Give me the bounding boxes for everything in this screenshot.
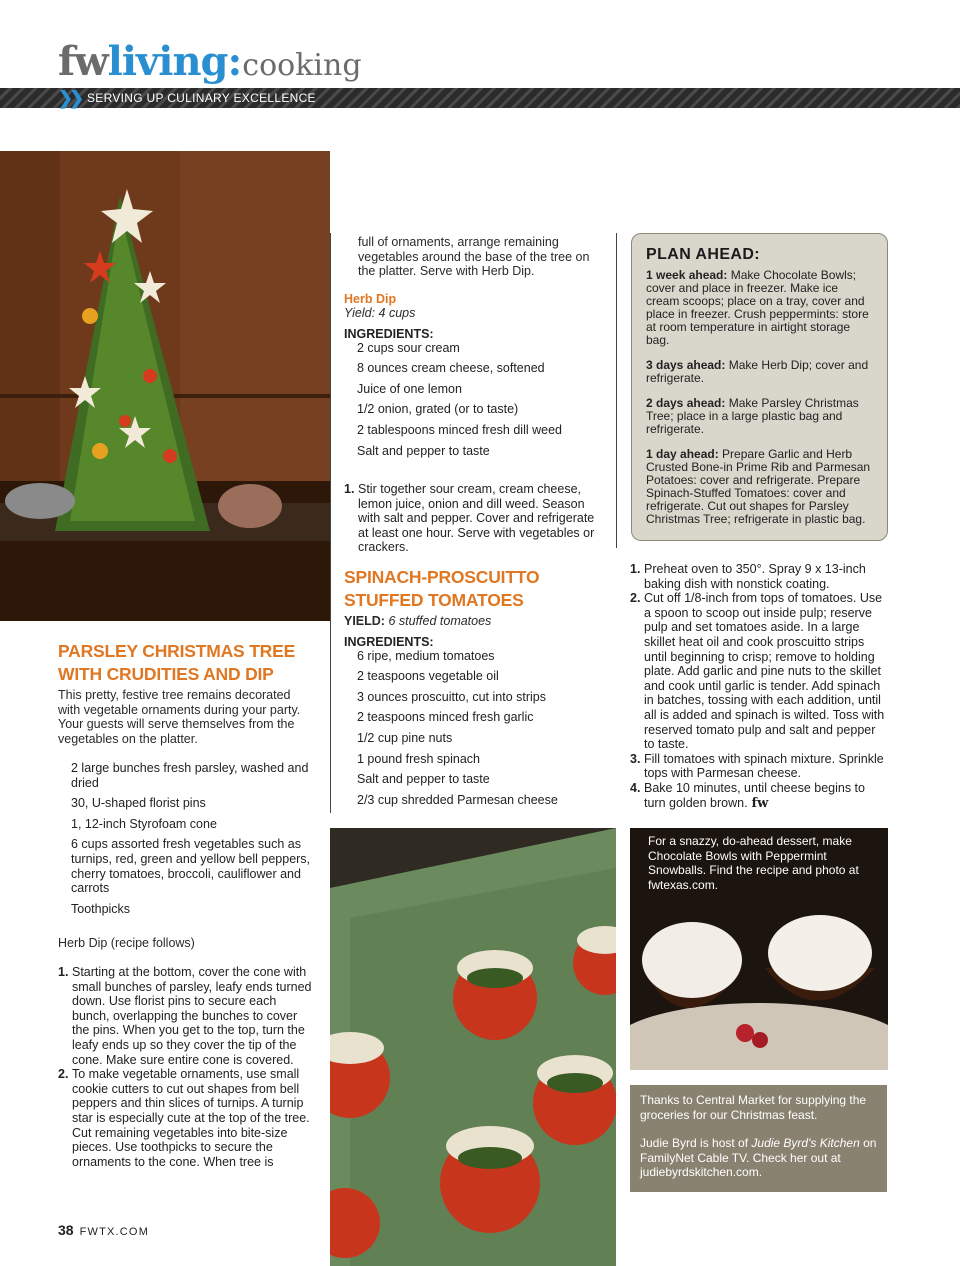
parsley-ingredients bbox=[71, 761, 319, 922]
spinach-steps bbox=[630, 562, 885, 811]
herb-dip-ingredients bbox=[357, 341, 606, 459]
list-item: 2 teaspoons vegetable oil bbox=[357, 669, 499, 684]
step-number: 1. bbox=[344, 482, 355, 496]
page-number: 38 bbox=[58, 1222, 74, 1238]
parsley-title-line1: PARSLEY CHRISTMAS TREE bbox=[58, 641, 296, 661]
step-text: Fill tomatoes with spinach mixture. Sprinkle tops with Parmesan cheese. bbox=[644, 751, 884, 781]
herb-dip-note: Herb Dip (recipe follows) bbox=[58, 936, 195, 950]
herb-dip-yield: Yield: 4 cups bbox=[344, 306, 416, 320]
parsley-intro: This pretty, festive tree remains decorated with vegetable ornaments during your party. Your guests will serve themselves from the vegetables on the platter. bbox=[58, 688, 301, 746]
plan-item bbox=[646, 448, 873, 526]
list-item bbox=[630, 781, 885, 811]
list-item: 2 large bunches fresh parsley, washed and dried bbox=[71, 761, 309, 790]
parsley-steps bbox=[58, 965, 313, 1169]
dessert-caption: For a snazzy, do-ahead dessert, make Chocolate Bowls with Peppermint Snowballs. Find the recipe and photo at fwtexas.com. bbox=[648, 834, 859, 892]
spinach-recipe-title bbox=[344, 566, 606, 612]
site-url: FWTX.COM bbox=[79, 1226, 150, 1238]
list-item: 1/2 onion, grated (or to taste) bbox=[357, 402, 519, 417]
step-text: Cut off 1/8-inch from tops of tomatoes. Use a spoon to scoop out inside pulp; reserve pulp and set tomatoes aside. In a large skillet heat oil and cook proscuitto strips until beginning to crisp; remove to holding plate. Add garlic and pine nuts to the skillet and cook until garlic is tender. Add spinach in batches, tossing with each addition, until all is added and spinach is wilted. Toss with reserved tomato pulp and salt and pepper to taste. bbox=[644, 591, 885, 752]
parsley-recipe-title bbox=[58, 640, 323, 686]
list-item: 8 ounces cream cheese, softened bbox=[357, 361, 545, 376]
list-item: 2 cups sour cream bbox=[357, 340, 460, 355]
list-item: Toothpicks bbox=[71, 901, 131, 916]
herb-dip-ingredients-label: INGREDIENTS: bbox=[344, 326, 434, 341]
brand-colon: : bbox=[227, 38, 243, 85]
plan-item bbox=[646, 269, 873, 347]
list-item bbox=[58, 965, 313, 1067]
masthead-logo bbox=[58, 38, 362, 88]
list-item: Salt and pepper to taste bbox=[357, 443, 490, 458]
list-item bbox=[630, 562, 885, 591]
end-mark: fw bbox=[751, 795, 769, 811]
spinach-ingredients bbox=[357, 649, 606, 808]
plan-item-label: 2 days ahead: bbox=[646, 396, 726, 410]
step-number: 2. bbox=[58, 1067, 69, 1082]
plan-item-label: 1 week ahead: bbox=[646, 268, 728, 282]
credits-bio bbox=[640, 1136, 877, 1180]
step-number: 1. bbox=[630, 562, 641, 576]
parsley-tree-illustration bbox=[0, 151, 330, 621]
herb-dip-title: Herb Dip bbox=[344, 292, 397, 306]
yield-value: 6 stuffed tomatoes bbox=[388, 614, 492, 628]
herb-dip-recipe bbox=[344, 292, 606, 464]
section-tagline: SERVING UP CULINARY EXCELLENCE bbox=[87, 91, 316, 105]
list-item: 6 cups assorted fresh vegetables such as turnips, red, green and yellow bell peppers, cherry tomatoes, broccoli, cauliflower and carrots bbox=[71, 837, 311, 896]
spinach-title-line2: STUFFED TOMATOES bbox=[344, 590, 524, 610]
parsley-title-line2: WITH CRUDITIES AND DIP bbox=[58, 664, 274, 684]
brand-living: living bbox=[107, 38, 228, 85]
brand-fw: fw bbox=[58, 38, 108, 85]
plan-item bbox=[646, 397, 873, 436]
section-band bbox=[0, 88, 960, 108]
list-item bbox=[58, 1067, 313, 1169]
step-number: 4. bbox=[630, 780, 641, 795]
plan-item bbox=[646, 359, 873, 385]
column-divider bbox=[616, 233, 617, 548]
list-item: 2/3 cup shredded Parmesan cheese bbox=[357, 792, 558, 807]
list-item: 1/2 cup pine nuts bbox=[357, 730, 453, 745]
plan-item-label: 3 days ahead: bbox=[646, 358, 726, 372]
list-item: 2 teaspoons minced fresh garlic bbox=[357, 710, 534, 725]
plan-item-text: Prepare Garlic and Herb Crusted Bone-in Prime Rib and Parmesan Potatoes: cover and refrigerate. Prepare Spinach-Stuffed Tomatoes: cover and refrigerate. Cut out shapes for Parsley Christmas Tree; refrigerate in plastic bag. bbox=[646, 447, 871, 526]
column-divider bbox=[330, 233, 331, 813]
plan-item-text: Make Chocolate Bowls; cover and place in freezer. Make ice cream scoops; place on a tray, cover and place in freezer. Crush peppermints: store at room temperature in airtight storage bag. bbox=[646, 268, 869, 347]
plan-ahead-title: PLAN AHEAD: bbox=[646, 246, 761, 263]
plan-item-label: 1 day ahead: bbox=[646, 447, 719, 461]
parsley-continuation: full of ornaments, arrange remaining vegetables around the base of the tree on the platter. Serve with Herb Dip. bbox=[358, 235, 590, 279]
plan-item-text: Make Parsley Christmas Tree; place in a large plastic bag and refrigerate. bbox=[646, 396, 859, 436]
dessert-photo bbox=[630, 828, 888, 1070]
list-item: 1 pound fresh spinach bbox=[357, 751, 481, 766]
list-item bbox=[630, 591, 885, 752]
herb-dip-steps bbox=[344, 482, 599, 555]
brand-section: cooking bbox=[242, 48, 362, 83]
spinach-ingredients-block bbox=[344, 614, 606, 813]
step-text: Stir together sour cream, cream cheese, lemon juice, onion and dill weed. Season with salt and pepper. Cover and refrigerate at least one hour. Serve with vegetables or crackers. bbox=[358, 482, 595, 555]
credits-box bbox=[630, 1085, 887, 1192]
show-title: Judie Byrd's Kitchen bbox=[751, 1136, 860, 1150]
bio-text: Judie Byrd is host of bbox=[640, 1136, 752, 1150]
bio-text: on FamilyNet Cable TV. Check her out at judiebyrdskitchen.com. bbox=[640, 1136, 877, 1179]
stuffed-tomatoes-illustration bbox=[330, 828, 616, 1266]
step-number: 2. bbox=[630, 591, 641, 606]
spinach-title-line1: SPINACH-PROSCUITTO bbox=[344, 567, 540, 587]
page-footer bbox=[58, 1222, 149, 1238]
yield-label: YIELD: bbox=[344, 614, 385, 628]
step-number: 3. bbox=[630, 751, 641, 766]
step-text: To make vegetable ornaments, use small cookie cutters to cut out shapes from bell peppers and thin slices of turnips. A turnip star is especially cute at the top of the tree. Cut remaining vegetables into bite-size pieces. Use toothpicks to secure the ornaments to the cone. When tree is bbox=[72, 1067, 310, 1169]
list-item: 3 ounces proscuitto, cut into strips bbox=[357, 689, 546, 704]
stuffed-tomatoes-photo bbox=[330, 828, 616, 1266]
list-item: 6 ripe, medium tomatoes bbox=[357, 648, 495, 663]
step-number: 1. bbox=[58, 965, 69, 979]
parsley-tree-photo bbox=[0, 151, 330, 621]
list-item bbox=[630, 752, 885, 781]
list-item: 2 tablespoons minced fresh dill weed bbox=[357, 422, 562, 437]
plan-ahead-box bbox=[631, 233, 888, 541]
list-item: 30, U-shaped florist pins bbox=[71, 796, 206, 811]
chevron-icon: ❯❯ bbox=[58, 88, 81, 108]
spinach-ingredients-label: INGREDIENTS: bbox=[344, 634, 434, 649]
step-text: Preheat oven to 350°. Spray 9 x 13-inch baking dish with nonstick coating. bbox=[644, 562, 866, 591]
list-item: Juice of one lemon bbox=[357, 381, 462, 396]
credits-thanks: Thanks to Central Market for supplying the groceries for our Christmas feast. bbox=[640, 1093, 867, 1122]
plan-item-text: Make Herb Dip; cover and refrigerate. bbox=[646, 358, 869, 385]
list-item: 1, 12-inch Styrofoam cone bbox=[71, 816, 217, 831]
list-item bbox=[344, 482, 599, 555]
list-item: Salt and pepper to taste bbox=[357, 772, 490, 787]
spinach-yield bbox=[344, 614, 606, 629]
step-text: Starting at the bottom, cover the cone with small bunches of parsley, leafy ends turned down. Use florist pins to secure each bunch, overlapping the bunches to cover the pins. When you get to the top, turn the leafy ends up so they cover the tip of the cone. Make sure entire cone is covered. bbox=[72, 965, 312, 1067]
step-text: Bake 10 minutes, until cheese begins to turn golden brown. bbox=[644, 780, 865, 810]
